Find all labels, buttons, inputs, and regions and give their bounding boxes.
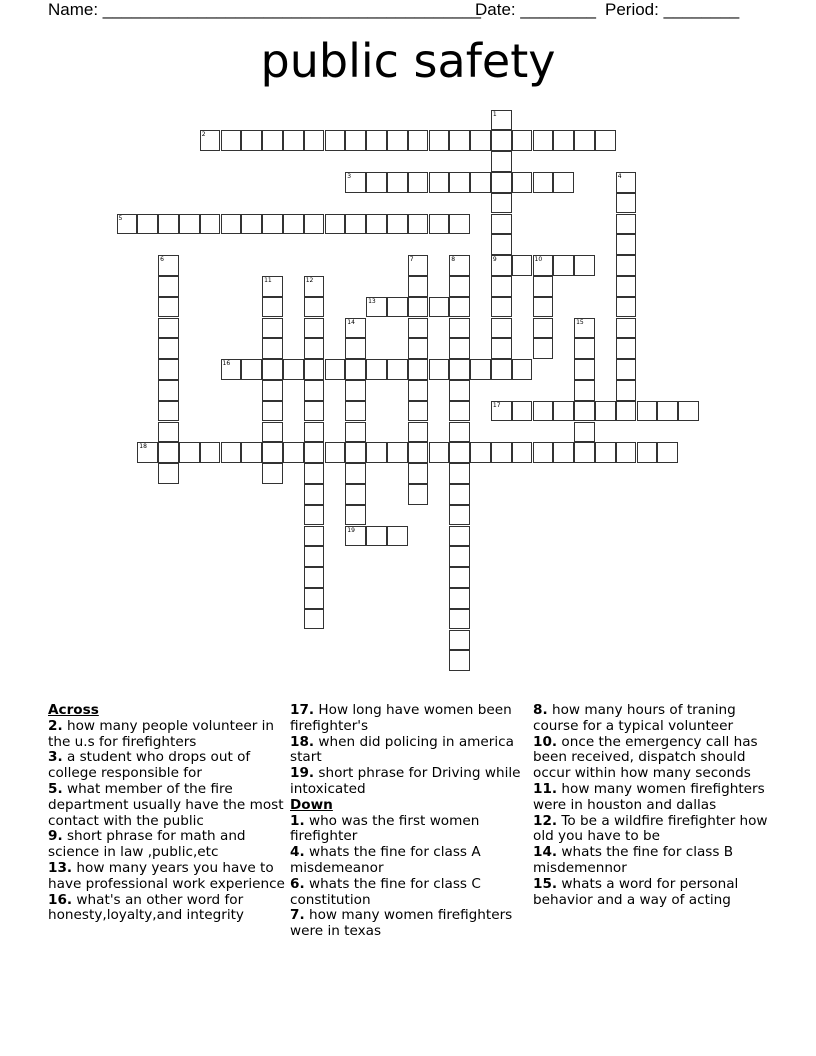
grid-cell[interactable] xyxy=(616,318,637,339)
clue-item xyxy=(48,750,286,782)
grid-cell[interactable] xyxy=(387,359,408,380)
clue-text: what member of the fire department usually have the most contact with the public xyxy=(48,780,284,829)
grid-cell[interactable] xyxy=(241,130,262,151)
clue-number: 4. xyxy=(290,844,305,861)
grid-cell[interactable] xyxy=(304,546,325,567)
grid-cell[interactable] xyxy=(553,172,574,193)
clue-number: 15. xyxy=(533,875,558,892)
grid-cell[interactable] xyxy=(158,214,179,235)
grid-cell[interactable] xyxy=(512,359,533,380)
grid-cell[interactable] xyxy=(408,442,429,463)
grid-cell[interactable] xyxy=(657,442,678,463)
grid-cell[interactable] xyxy=(616,297,637,318)
grid-cell[interactable] xyxy=(533,442,554,463)
clue-text: To be a wildfire firefighter how old you have to be xyxy=(533,812,768,845)
grid-cell[interactable] xyxy=(512,442,533,463)
clues-column-1 xyxy=(48,703,286,924)
grid-cell[interactable] xyxy=(366,214,387,235)
grid-cell[interactable] xyxy=(574,401,595,422)
grid-cell[interactable] xyxy=(408,297,429,318)
grid-cell[interactable] xyxy=(241,214,262,235)
clue-number: 7 xyxy=(409,256,414,264)
grid-cell[interactable] xyxy=(574,380,595,401)
grid-cell[interactable] xyxy=(449,401,470,422)
clue-number: 17 xyxy=(492,401,501,409)
grid-cell[interactable] xyxy=(616,401,637,422)
grid-cell[interactable] xyxy=(449,318,470,339)
clue-text: short phrase for Driving while intoxicated xyxy=(290,765,521,797)
grid-cell[interactable] xyxy=(345,526,366,547)
grid-cell[interactable] xyxy=(387,130,408,151)
clue-text: once the emergency call has been received, dispatch should occur within how many seconds xyxy=(533,733,758,782)
grid-cell[interactable] xyxy=(221,442,242,463)
grid-cell[interactable] xyxy=(470,442,491,463)
clue-number: 13 xyxy=(368,297,376,305)
grid-cell[interactable] xyxy=(449,359,470,380)
grid-cell[interactable] xyxy=(491,276,512,297)
grid-cell[interactable] xyxy=(158,297,179,318)
grid-cell[interactable] xyxy=(137,214,158,235)
grid-cell[interactable] xyxy=(533,338,554,359)
grid-cell[interactable] xyxy=(345,422,366,443)
grid-cell[interactable] xyxy=(366,442,387,463)
clue-number: 2 xyxy=(201,131,206,139)
grid-cell[interactable] xyxy=(345,130,366,151)
grid-cell[interactable] xyxy=(304,588,325,609)
grid-cell[interactable] xyxy=(429,214,450,235)
grid-cell[interactable] xyxy=(325,442,346,463)
grid-cell[interactable] xyxy=(158,401,179,422)
grid-cell[interactable] xyxy=(408,422,429,443)
clue-number: 11. xyxy=(533,780,558,797)
clue-item xyxy=(533,782,771,814)
grid-cell[interactable] xyxy=(387,214,408,235)
grid-cell[interactable] xyxy=(304,401,325,422)
grid-cell[interactable] xyxy=(158,255,179,276)
grid-cell[interactable] xyxy=(449,276,470,297)
grid-cell[interactable] xyxy=(345,484,366,505)
clue-number: 18 xyxy=(139,443,147,451)
grid-cell[interactable] xyxy=(491,297,512,318)
clue-text: whats the fine for class A misdemeanor xyxy=(290,844,481,876)
grid-cell[interactable] xyxy=(408,401,429,422)
clue-number: 5 xyxy=(118,214,123,222)
clue-number: 13. xyxy=(48,859,73,876)
grid-cell[interactable] xyxy=(449,650,470,671)
grid-cell[interactable] xyxy=(262,359,283,380)
grid-cell[interactable] xyxy=(491,318,512,339)
clue-number: 12. xyxy=(533,812,558,829)
grid-cell[interactable] xyxy=(262,442,283,463)
grid-cell[interactable] xyxy=(637,442,658,463)
grid-cell[interactable] xyxy=(449,380,470,401)
clue-text: how many women firefighters were in texas xyxy=(290,907,513,940)
grid-cell[interactable] xyxy=(408,463,429,484)
clue-text: how many people volunteer in the u.s for firefighters xyxy=(48,717,275,750)
grid-cell[interactable] xyxy=(491,214,512,235)
grid-cell[interactable] xyxy=(449,463,470,484)
grid-cell[interactable] xyxy=(470,359,491,380)
grid-cell[interactable] xyxy=(304,338,325,359)
grid-cell[interactable] xyxy=(429,130,450,151)
grid-cell[interactable] xyxy=(262,380,283,401)
grid-cell[interactable] xyxy=(408,276,429,297)
clue-number: 5. xyxy=(48,780,63,797)
grid-cell[interactable] xyxy=(158,338,179,359)
grid-cell[interactable] xyxy=(574,318,595,339)
grid-cell[interactable] xyxy=(345,401,366,422)
clue-number: 17. xyxy=(290,702,315,718)
grid-cell[interactable] xyxy=(283,442,304,463)
grid-cell[interactable] xyxy=(553,401,574,422)
clue-number: 1 xyxy=(492,110,497,118)
clue-number: 3. xyxy=(48,749,63,766)
grid-cell[interactable] xyxy=(449,526,470,547)
grid-cell[interactable] xyxy=(491,401,512,422)
grid-cell[interactable] xyxy=(429,442,450,463)
grid-cell[interactable] xyxy=(429,359,450,380)
clue-item xyxy=(290,845,528,877)
grid-cell[interactable] xyxy=(304,359,325,380)
grid-cell[interactable] xyxy=(262,422,283,443)
grid-cell[interactable] xyxy=(345,442,366,463)
clue-text: short phrase for math and science in law ,public,etc xyxy=(48,828,246,861)
grid-cell[interactable] xyxy=(512,130,533,151)
date-field: Date: ________ xyxy=(475,0,596,19)
grid-cell[interactable] xyxy=(449,255,470,276)
grid-cell[interactable] xyxy=(637,401,658,422)
clue-number: 9 xyxy=(492,256,497,264)
grid-cell[interactable] xyxy=(200,442,221,463)
grid-cell[interactable] xyxy=(429,172,450,193)
grid-cell[interactable] xyxy=(512,255,533,276)
grid-cell[interactable] xyxy=(408,359,429,380)
grid-cell[interactable] xyxy=(657,401,678,422)
grid-cell[interactable] xyxy=(491,442,512,463)
grid-cell[interactable] xyxy=(408,380,429,401)
clue-item xyxy=(290,814,528,846)
grid-cell[interactable] xyxy=(491,110,512,131)
grid-cell[interactable] xyxy=(262,401,283,422)
clue-number: 2. xyxy=(48,717,63,734)
grid-cell[interactable] xyxy=(325,214,346,235)
grid-cell[interactable] xyxy=(304,609,325,630)
grid-cell[interactable] xyxy=(345,380,366,401)
grid-cell[interactable] xyxy=(304,442,325,463)
grid-cell[interactable] xyxy=(512,172,533,193)
grid-cell[interactable] xyxy=(304,484,325,505)
grid-cell[interactable] xyxy=(408,255,429,276)
clue-item xyxy=(533,735,771,782)
grid-cell[interactable] xyxy=(533,401,554,422)
grid-cell[interactable] xyxy=(304,422,325,443)
grid-cell[interactable] xyxy=(616,442,637,463)
grid-cell[interactable] xyxy=(449,630,470,651)
clue-item xyxy=(48,861,286,893)
clue-number: 8 xyxy=(451,256,456,264)
grid-cell[interactable] xyxy=(470,130,491,151)
grid-cell[interactable] xyxy=(345,172,366,193)
grid-cell[interactable] xyxy=(387,172,408,193)
grid-cell[interactable] xyxy=(533,172,554,193)
grid-cell[interactable] xyxy=(304,463,325,484)
clue-number: 3 xyxy=(347,172,352,180)
grid-cell[interactable] xyxy=(449,546,470,567)
grid-cell[interactable] xyxy=(179,442,200,463)
grid-cell[interactable] xyxy=(200,130,221,151)
clues-column-3 xyxy=(533,703,771,908)
grid-cell[interactable] xyxy=(616,380,637,401)
grid-cell[interactable] xyxy=(221,214,242,235)
across-heading: Across xyxy=(48,702,99,718)
clue-item xyxy=(48,719,286,751)
grid-cell[interactable] xyxy=(158,318,179,339)
grid-cell[interactable] xyxy=(533,318,554,339)
grid-cell[interactable] xyxy=(179,214,200,235)
clues-column-2 xyxy=(290,703,528,940)
grid-cell[interactable] xyxy=(491,151,512,172)
grid-cell[interactable] xyxy=(262,130,283,151)
grid-cell[interactable] xyxy=(262,463,283,484)
clue-number: 9. xyxy=(48,828,63,845)
clue-number: 15 xyxy=(576,318,584,326)
clue-text: how many women firefighters were in houston and dallas xyxy=(533,780,765,813)
grid-cell[interactable] xyxy=(304,380,325,401)
grid-cell[interactable] xyxy=(491,172,512,193)
grid-cell[interactable] xyxy=(449,588,470,609)
clue-number: 14. xyxy=(533,844,558,861)
grid-cell[interactable] xyxy=(283,130,304,151)
grid-cell[interactable] xyxy=(387,297,408,318)
grid-cell[interactable] xyxy=(449,484,470,505)
grid-cell[interactable] xyxy=(304,318,325,339)
clue-text: a student who drops out of college responsible for xyxy=(48,749,251,782)
grid-cell[interactable] xyxy=(449,338,470,359)
clue-number: 12 xyxy=(305,276,314,284)
clue-text: whats the fine for class C constitution xyxy=(290,875,481,908)
grid-cell[interactable] xyxy=(304,276,325,297)
grid-cell[interactable] xyxy=(158,380,179,401)
clue-number: 8. xyxy=(533,702,548,718)
grid-cell[interactable] xyxy=(408,338,429,359)
grid-cell[interactable] xyxy=(366,130,387,151)
grid-cell[interactable] xyxy=(574,442,595,463)
grid-cell[interactable] xyxy=(387,526,408,547)
grid-cell[interactable] xyxy=(449,567,470,588)
grid-cell[interactable] xyxy=(491,338,512,359)
grid-cell[interactable] xyxy=(616,338,637,359)
grid-cell[interactable] xyxy=(283,214,304,235)
grid-cell[interactable] xyxy=(449,442,470,463)
clue-number: 10. xyxy=(533,733,558,750)
grid-cell[interactable] xyxy=(304,526,325,547)
grid-cell[interactable] xyxy=(533,297,554,318)
grid-cell[interactable] xyxy=(408,214,429,235)
clue-item xyxy=(48,893,286,925)
grid-cell[interactable] xyxy=(221,359,242,380)
grid-cell[interactable] xyxy=(137,442,158,463)
grid-cell[interactable] xyxy=(533,276,554,297)
grid-cell[interactable] xyxy=(345,505,366,526)
grid-cell[interactable] xyxy=(574,130,595,151)
clue-number: 19. xyxy=(290,765,315,782)
grid-cell[interactable] xyxy=(345,338,366,359)
clue-number: 7. xyxy=(290,907,305,924)
grid-cell[interactable] xyxy=(533,255,554,276)
grid-cell[interactable] xyxy=(449,422,470,443)
grid-cell[interactable] xyxy=(449,214,470,235)
clue-item xyxy=(290,735,528,767)
grid-cell[interactable] xyxy=(200,214,221,235)
clue-number: 6. xyxy=(290,875,305,892)
clue-item xyxy=(48,782,286,829)
grid-cell[interactable] xyxy=(366,526,387,547)
grid-cell[interactable] xyxy=(553,130,574,151)
grid-cell[interactable] xyxy=(512,401,533,422)
grid-cell[interactable] xyxy=(117,214,138,235)
grid-cell[interactable] xyxy=(262,276,283,297)
grid-cell[interactable] xyxy=(158,463,179,484)
grid-cell[interactable] xyxy=(574,359,595,380)
name-field: Name: ________________________________________ xyxy=(48,0,481,19)
grid-cell[interactable] xyxy=(221,130,242,151)
clue-item xyxy=(290,703,528,735)
grid-cell[interactable] xyxy=(408,130,429,151)
grid-cell[interactable] xyxy=(449,130,470,151)
grid-cell[interactable] xyxy=(616,359,637,380)
grid-cell[interactable] xyxy=(158,442,179,463)
grid-cell[interactable] xyxy=(595,401,616,422)
clue-text: what's an other word for honesty,loyalty,and integrity xyxy=(48,891,244,924)
grid-cell[interactable] xyxy=(574,422,595,443)
grid-cell[interactable] xyxy=(449,172,470,193)
grid-cell[interactable] xyxy=(325,130,346,151)
clue-number: 4 xyxy=(617,172,622,180)
grid-cell[interactable] xyxy=(345,359,366,380)
grid-cell[interactable] xyxy=(304,214,325,235)
grid-cell[interactable] xyxy=(158,422,179,443)
grid-cell[interactable] xyxy=(304,567,325,588)
grid-cell[interactable] xyxy=(262,338,283,359)
grid-cell[interactable] xyxy=(408,318,429,339)
clue-item xyxy=(533,877,771,909)
grid-cell[interactable] xyxy=(595,442,616,463)
grid-cell[interactable] xyxy=(491,130,512,151)
grid-cell[interactable] xyxy=(533,130,554,151)
clue-text: whats a word for personal behavior and a way of acting xyxy=(533,875,739,908)
grid-cell[interactable] xyxy=(304,130,325,151)
grid-cell[interactable] xyxy=(345,318,366,339)
clue-number: 16 xyxy=(222,360,231,368)
grid-cell[interactable] xyxy=(262,318,283,339)
clue-text: whats the fine for class B misdemennor xyxy=(533,844,734,876)
clue-item xyxy=(290,766,528,798)
grid-cell[interactable] xyxy=(553,255,574,276)
grid-cell[interactable] xyxy=(491,359,512,380)
grid-cell[interactable] xyxy=(408,172,429,193)
grid-cell[interactable] xyxy=(449,609,470,630)
grid-cell[interactable] xyxy=(616,172,637,193)
down-heading: Down xyxy=(290,796,333,813)
grid-cell[interactable] xyxy=(616,255,637,276)
grid-cell[interactable] xyxy=(616,276,637,297)
clue-text: How long have women been firefighter's xyxy=(290,702,512,734)
grid-cell[interactable] xyxy=(491,255,512,276)
grid-cell[interactable] xyxy=(408,484,429,505)
clue-item xyxy=(533,814,771,846)
clue-number: 1. xyxy=(290,812,305,829)
clue-number: 16. xyxy=(48,891,73,908)
clue-text: when did policing in america start xyxy=(290,733,514,766)
period-field: Period: ________ xyxy=(605,0,740,19)
grid-cell[interactable] xyxy=(595,130,616,151)
clue-text: how many years you have to have professional work experience xyxy=(48,859,285,892)
grid-cell[interactable] xyxy=(304,505,325,526)
grid-cell[interactable] xyxy=(345,463,366,484)
clue-item xyxy=(533,703,771,735)
grid-cell[interactable] xyxy=(366,297,387,318)
grid-cell[interactable] xyxy=(616,214,637,235)
clue-number: 6 xyxy=(160,256,164,264)
grid-cell[interactable] xyxy=(574,338,595,359)
grid-cell[interactable] xyxy=(366,359,387,380)
clue-number: 18. xyxy=(290,733,315,750)
clue-item xyxy=(290,908,528,940)
grid-cell[interactable] xyxy=(449,505,470,526)
grid-cell[interactable] xyxy=(470,172,491,193)
grid-cell[interactable] xyxy=(283,359,304,380)
grid-cell[interactable] xyxy=(241,442,262,463)
grid-cell[interactable] xyxy=(491,234,512,255)
clue-item xyxy=(533,845,771,877)
clue-number: 14 xyxy=(347,318,355,326)
grid-cell[interactable] xyxy=(262,214,283,235)
grid-cell[interactable] xyxy=(241,359,262,380)
page-title: public safety xyxy=(260,34,556,88)
clue-text: who was the first women firefighter xyxy=(290,812,480,845)
grid-cell[interactable] xyxy=(158,276,179,297)
grid-cell[interactable] xyxy=(616,234,637,255)
grid-cell[interactable] xyxy=(574,255,595,276)
grid-cell[interactable] xyxy=(387,442,408,463)
grid-cell[interactable] xyxy=(678,401,699,422)
grid-cell[interactable] xyxy=(616,193,637,214)
clue-item xyxy=(290,877,528,909)
grid-cell[interactable] xyxy=(553,442,574,463)
clue-number: 10 xyxy=(534,256,543,264)
clue-item xyxy=(48,829,286,861)
grid-cell[interactable] xyxy=(325,359,346,380)
grid-cell[interactable] xyxy=(158,359,179,380)
grid-cell[interactable] xyxy=(449,297,470,318)
grid-cell[interactable] xyxy=(345,214,366,235)
grid-cell[interactable] xyxy=(491,193,512,214)
clue-number: 11 xyxy=(264,276,272,284)
grid-cell[interactable] xyxy=(262,297,283,318)
clue-text: how many hours of traning course for a typical volunteer xyxy=(533,702,736,734)
grid-cell[interactable] xyxy=(366,172,387,193)
grid-cell[interactable] xyxy=(429,297,450,318)
grid-cell[interactable] xyxy=(304,297,325,318)
clue-number: 19 xyxy=(347,526,355,534)
